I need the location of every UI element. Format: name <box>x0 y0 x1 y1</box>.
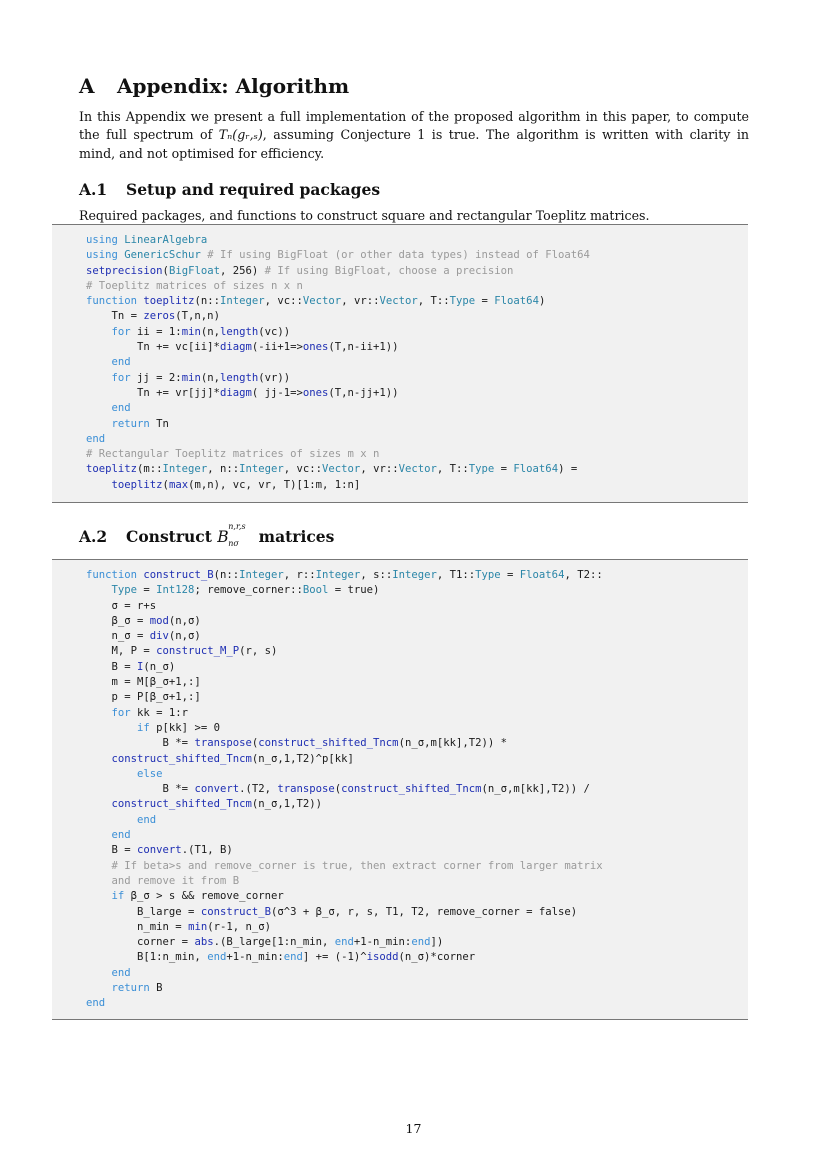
intro-paragraph <box>79 108 749 163</box>
code-line: end <box>111 356 131 369</box>
code-line: end <box>86 432 106 445</box>
code-line: end <box>111 966 131 979</box>
section-title: Appendix: Algorithm <box>117 74 350 98</box>
code-line: function construct_B(n::Integer, r::Integer, s::Integer, T1::Type = Float64, T2:: <box>86 569 603 581</box>
code-caption-1: Required packages, and functions to construct square and rectangular Toeplitz matrices. <box>79 208 650 223</box>
code-line: B[1:n_min, end+1-n_min:end] += (-1)^isodd(n_σ)*corner <box>86 951 476 964</box>
code-line: Tn += vr[jj]*diagm( jj-1=>ones(T,n-jj+1)) <box>86 386 399 399</box>
code-line: B_large = construct_B(σ^3 + β_σ, r, s, T1, T2, remove_corner = false) <box>86 905 578 918</box>
code-line: construct_shifted_Tncm(n_σ,1,T2)) <box>111 798 323 811</box>
code-line: corner = abs.(B_large[1:n_min, end+1-n_min:end]) <box>86 936 444 949</box>
subsection-title-2b: matrices <box>258 527 335 546</box>
subsection-heading-1 <box>79 180 380 199</box>
subsection-title-2a: Construct <box>126 527 212 546</box>
code-block-1 <box>52 225 748 493</box>
code-line: B = convert.(T1, B) <box>86 844 233 857</box>
code-block-2 <box>52 560 748 1012</box>
code-line: end <box>86 997 106 1010</box>
code-line: β_σ = mod(n,σ) <box>86 614 201 627</box>
code-listing-2 <box>52 559 748 1020</box>
code-line: return B <box>111 982 163 995</box>
code-line: using LinearAlgebra <box>86 234 208 246</box>
code-line: end <box>111 402 131 415</box>
code-line: M, P = construct_M_P(r, s) <box>86 645 278 658</box>
subsection-number-2: A.2 <box>79 527 108 546</box>
code-line: construct_shifted_Tncm(n_σ,1,T2)^p[kk] <box>111 752 354 765</box>
code-line: B = I(n_σ) <box>86 660 176 673</box>
subsection-number-1: A.1 <box>79 180 108 199</box>
code-line: # If beta>s and remove_corner is true, then extract corner from larger matrix <box>111 859 603 872</box>
subsection-math <box>217 522 246 548</box>
code-line: end <box>111 829 131 842</box>
code-line: Type = Int128; remove_corner::Bool = true) <box>111 584 380 597</box>
code-line: else <box>137 767 163 780</box>
math-sup: n,r,s <box>228 522 246 531</box>
code-line: Tn += vc[ii]*diagm(-ii+1=>ones(T,n-ii+1)) <box>86 341 399 354</box>
subsection-heading-2 <box>79 522 335 548</box>
code-line: m = M[β_σ+1,:] <box>86 676 201 689</box>
code-line: toeplitz(max(m,n), vc, vr, T)[1:m, 1:n] <box>111 478 361 491</box>
code-line: B *= convert.(T2, transpose(construct_shifted_Tncm(n_σ,m[kk],T2)) / <box>86 783 590 796</box>
code-line: and remove it from B <box>86 874 240 887</box>
code-line: σ = r+s <box>86 599 157 612</box>
page-number: 17 <box>405 1121 422 1136</box>
code-line: for ii = 1:min(n,length(vc)) <box>111 325 291 338</box>
code-line: # Rectangular Toeplitz matrices of sizes m x n <box>86 448 380 461</box>
code-line: for jj = 2:min(n,length(vr)) <box>111 371 291 384</box>
code-line: if p[kk] >= 0 <box>137 721 220 734</box>
math-base: B <box>217 528 229 546</box>
section-number: A <box>79 74 95 98</box>
code-line: if β_σ > s && remove_corner <box>111 890 284 903</box>
code-line: # Toeplitz matrices of sizes n x n <box>86 279 303 292</box>
code-line: n_min = min(r-1, n_σ) <box>86 920 271 933</box>
intro-math: Tₙ(gᵣ,ₛ) <box>218 127 263 143</box>
code-line: using GenericSchur # If using BigFloat (or other data types) instead of Float64 <box>86 249 590 262</box>
code-line: n_σ = div(n,σ) <box>86 630 201 643</box>
code-line: return Tn <box>111 417 169 430</box>
section-heading <box>79 74 349 98</box>
subsection-title-1: Setup and required packages <box>126 180 381 199</box>
code-line: end <box>137 813 157 826</box>
math-sub: nσ <box>228 539 239 548</box>
code-line: setprecision(BigFloat, 256) # If using BigFloat, choose a precision <box>86 264 514 277</box>
code-line: Tn = zeros(T,n,n) <box>86 310 220 323</box>
code-line: p = P[β_σ+1,:] <box>86 691 201 704</box>
intro-text-1: In this Appendix we present a full implementation of the proposed algorithm in this paper, to compute the full spectrum of <box>79 109 749 143</box>
code-line: toeplitz(m::Integer, n::Integer, vc::Vector, vr::Vector, T::Type = Float64) = <box>86 463 578 476</box>
code-listing-1 <box>52 224 748 503</box>
code-line: function toeplitz(n::Integer, vc::Vector, vr::Vector, T::Type = Float64) <box>86 295 546 308</box>
intro-text-2: , assuming Conjecture 1 is true. The algorithm is written with clarity in mind, and not optimised for efficiency. <box>79 127 749 161</box>
code-line: for kk = 1:r <box>111 706 189 719</box>
code-line: B *= transpose(construct_shifted_Tncm(n_σ,m[kk],T2)) * <box>86 737 507 750</box>
